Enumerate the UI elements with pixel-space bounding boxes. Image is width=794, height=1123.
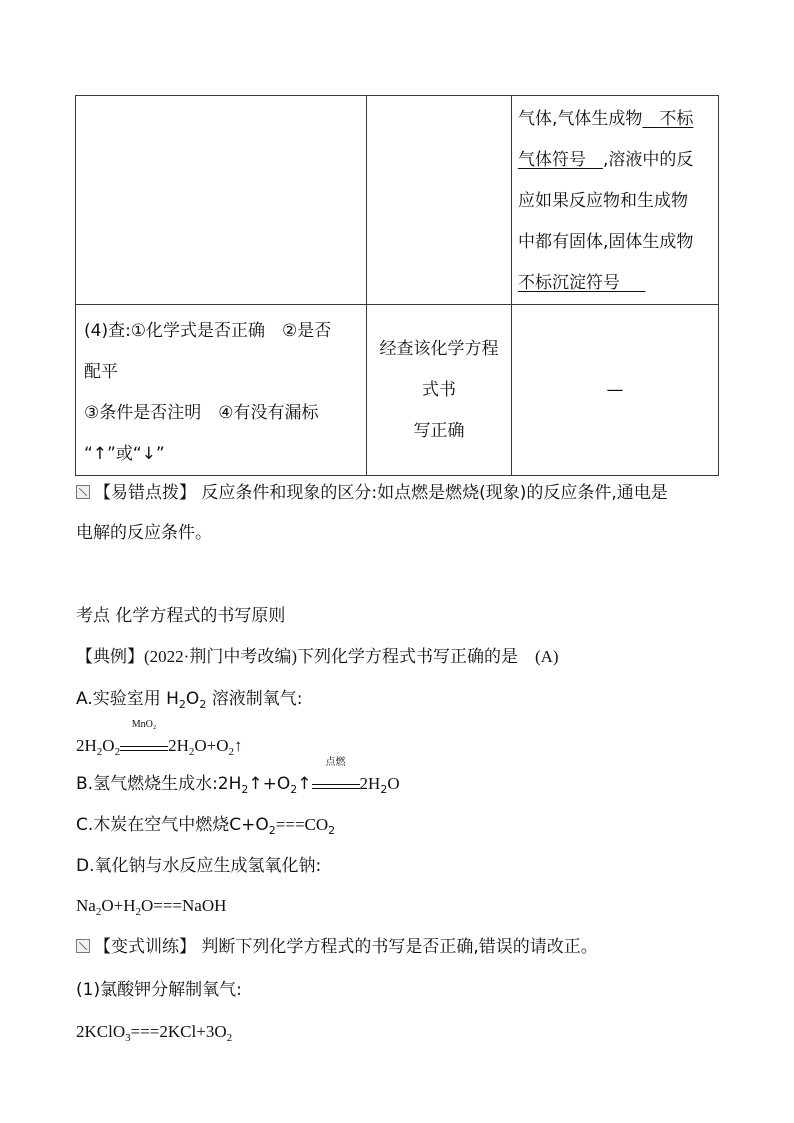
example-step-line: 经查该化学方程 <box>379 338 499 359</box>
practice-heading <box>76 927 718 967</box>
option-c: C.木炭在空气中燃烧$C+O_2===CO_2$ <box>76 815 336 837</box>
steps-table <box>75 95 719 476</box>
note-icon <box>76 939 90 953</box>
cell-text: 应如果反应物和生成物 <box>518 191 688 211</box>
practice-equation: $2KClO_3===2KCl+3O_2$ <box>76 1022 233 1044</box>
practice-item: (1)氯酸钾分解制氧气: <box>76 980 242 1000</box>
example-answer: (A) <box>534 647 559 666</box>
answer-blank: 不标 <box>659 109 694 129</box>
example-label: 【典例】 <box>76 647 144 667</box>
table-cell <box>367 305 512 476</box>
table-cell <box>512 96 719 305</box>
table-row <box>76 305 719 476</box>
dash-value: — <box>606 379 624 400</box>
section-heading: 考点 化学方程式的书写原则 <box>76 606 286 626</box>
example-question <box>76 637 718 677</box>
answer-blank: 不标沉淀符号 <box>518 273 620 293</box>
check-step-line: ③条件是否注明 ④有没有漏标 <box>84 403 319 423</box>
cell-text: 中都有固体,固体生成物 <box>518 232 694 252</box>
check-step-line: (4)查:①化学式是否正确 ②是否 <box>84 321 332 341</box>
option-a-equation: $2H_2O_2$ MnO₂ $2H_2O+O_2↑$ <box>76 719 243 758</box>
option-a-text: A.实验室用 $H_2O_2$ 溶液制氧气: <box>76 689 303 711</box>
table-cell <box>76 305 367 476</box>
option-b: B.氢气燃烧生成水$:2H_2↑+O_2↑$ 点燃 $2H_2O$ <box>76 757 400 796</box>
table-row <box>76 96 719 305</box>
tip-text: 电解的反应条件。 <box>76 523 212 543</box>
check-step-line: 配平 <box>84 362 118 382</box>
option-d-text: D.氧化钠与水反应生成氢氧化钠: <box>76 856 322 876</box>
cell-text: ,溶液中的反 <box>603 150 694 170</box>
table-cell <box>512 305 719 476</box>
cell-text: 气体,气体生成物 <box>518 109 643 129</box>
practice-text: 判断下列化学方程式的书写是否正确,错误的请改正。 <box>201 937 598 957</box>
tip-label: 【易错点拨】 <box>94 483 196 503</box>
practice-label: 【变式训练】 <box>94 937 196 957</box>
example-step-line: 写正确 <box>413 420 465 441</box>
example-step-line: 式书 <box>422 379 456 400</box>
tip-paragraph <box>76 473 718 553</box>
table-cell <box>76 96 367 305</box>
tip-text: 反应条件和现象的区分:如点燃是燃烧(现象)的反应条件,通电是 <box>201 483 668 503</box>
table-cell <box>367 96 512 305</box>
example-text: (2022·荆门中考改编)下列化学方程式书写正确的是 <box>144 647 518 666</box>
option-d-equation: $Na_2O+H_2O===NaOH$ <box>76 896 227 918</box>
reaction-condition: 点燃 <box>312 775 360 789</box>
note-icon <box>76 485 90 499</box>
answer-blank: 气体符号 <box>518 150 586 170</box>
reaction-condition: MnO₂ <box>120 737 168 751</box>
check-step-line: “↑”或“↓” <box>84 444 165 464</box>
